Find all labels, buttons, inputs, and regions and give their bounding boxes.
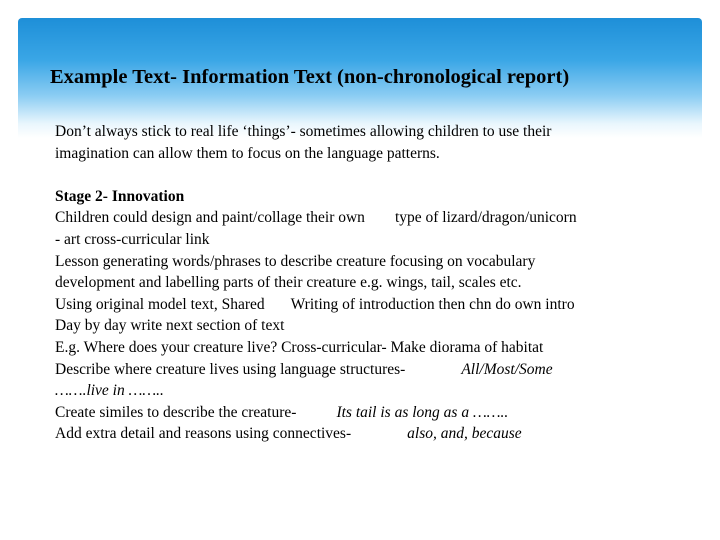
- body-line-1b: type of lizard/dragon/unicorn: [394, 209, 577, 227]
- body-line-5: [55, 294, 705, 316]
- body-line-4: development and labelling parts of their creature e.g. wings, tail, scales etc.: [55, 274, 522, 292]
- body-line-11b: also, and, because: [407, 425, 522, 443]
- intro-line-2: imagination can allow them to focus on the language patterns.: [55, 144, 440, 162]
- spacer: [55, 164, 705, 186]
- body-line-11: [55, 423, 705, 445]
- body-line-1a: Children could design and paint/collage their own: [55, 209, 365, 227]
- body-line-8b: All/Most/Some: [461, 360, 553, 378]
- body-line-5a: Using original model text, Shared: [55, 295, 265, 313]
- body-line-1: [55, 207, 705, 229]
- body-line-8: [55, 359, 705, 381]
- body-line-10a: Create similes to describe the creature-: [55, 403, 297, 421]
- body-line-3: Lesson generating words/phrases to describe creature focusing on vocabulary: [55, 252, 536, 270]
- body-line-10: [55, 402, 705, 424]
- body-line-9: …….live in ……..: [55, 382, 164, 400]
- slide-body: [55, 121, 705, 445]
- slide-title: Example Text- Information Text (non-chronological report): [50, 66, 570, 88]
- body-line-2: - art cross-curricular link: [55, 230, 210, 248]
- body-line-11a: Add extra detail and reasons using connectives-: [55, 425, 352, 443]
- body-line-10b: Its tail is as long as a ……..: [336, 403, 509, 421]
- stage-heading: Stage 2- Innovation: [55, 187, 185, 205]
- body-line-7: E.g. Where does your creature live? Cross-curricular- Make diorama of habitat: [55, 338, 544, 356]
- body-line-5b: Writing of introduction then chn do own intro: [290, 295, 575, 313]
- body-line-6: Day by day write next section of text: [55, 317, 285, 335]
- body-line-8a: Describe where creature lives using language structures-: [55, 360, 406, 378]
- intro-line-1: Don’t always stick to real life ‘things’- sometimes allowing children to use their: [55, 123, 552, 140]
